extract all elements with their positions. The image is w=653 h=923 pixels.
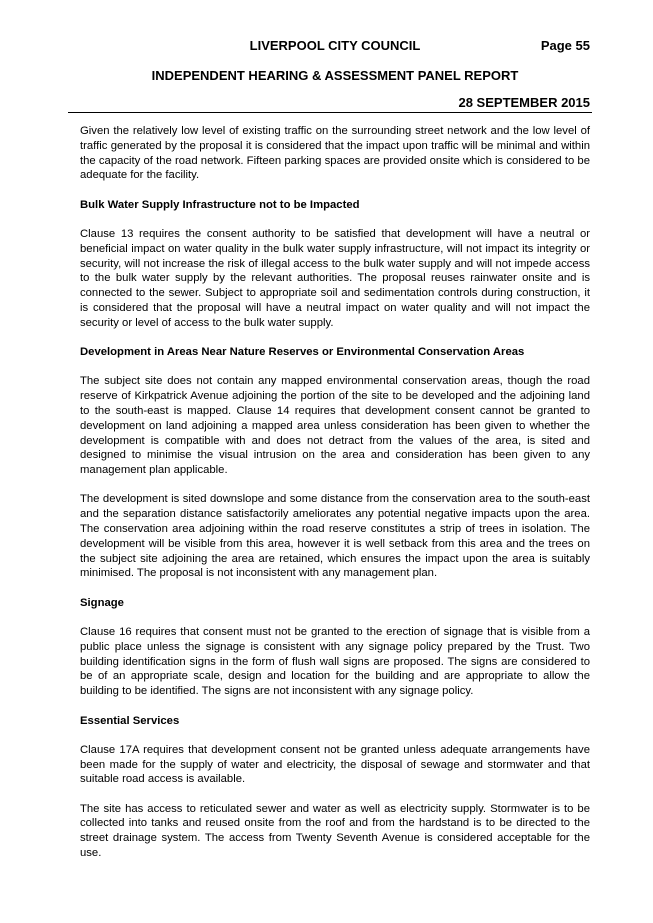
paragraph-essential-services-1: Clause 17A requires that development consent not be granted unless adequate arrangements have been made for the supply of water and electricity, the disposal of sewage and stormwater and that suitable road access is available. (80, 743, 590, 786)
paragraph-bulk-water: Clause 13 requires the consent authority to be satisfied that development will have a neutral or beneficial impact on water quality in the bulk water supply infrastructure, will not impact its integrity or security, will not increase the risk of illegal access to the bulk water supply and will not impede access to the bulk water supply by the relevant authorities. The proposal reuses rainwater onsite and is connected to the sewer. Subject to appropriate soil and sedimentation controls during construction, it is considered that the proposal will have a neutral impact on water quality and will not impact the security or level of access to the bulk water supply. (80, 227, 590, 329)
page-number: Page 55 (540, 38, 590, 53)
paragraph-nature-reserves-2: The development is sited downslope and some distance from the conservation area to the south-east and the separation distance satisfactorily ameliorates any potential negative impacts upon the area. The conservation area adjoining within the road reserve constitutes a strip of trees in isolation. The development will be visible from this area, however it is well setback from this area and the trees on the subject site adjoining the area are retained, which ensures the impact upon the area is suitably minimised. The proposal is not inconsistent with any management plan. (80, 493, 590, 580)
report-date: 28 SEPTEMBER 2015 (458, 95, 590, 110)
paragraph-traffic: Given the relatively low level of existing traffic on the surrounding street network and the low level of traffic generated by the proposal it is considered that the impact upon traffic will be minimal and within the capacity of the road network. Fifteen parking spaces are provided onsite which is considered to be adequate for the facility. (80, 125, 590, 182)
heading-bulk-water: Bulk Water Supply Infrastructure not to be Impacted (80, 198, 360, 211)
document-body (80, 124, 590, 875)
heading-signage: Signage (80, 596, 124, 609)
paragraph-nature-reserves-1: The subject site does not contain any mapped environmental conservation areas, though the road reserve of Kirkpatrick Avenue adjoining the portion of the site to be developed and the adjoining land to the south-east is mapped. Clause 14 requires that development consent cannot be granted to development on land adjoining a mapped area unless consideration has been given to whether the development is compatible with and does not detract from the values of the area, is sited and designed to minimise the visual intrusion on the area and consideration has been given to any management plan applicable. (80, 375, 590, 477)
paragraph-signage: Clause 16 requires that consent must not be granted to the erection of signage that is visible from a public place unless the signage is consistent with any signage policy prepared by the Trust. Two building identification signs in the form of flush wall signs are proposed. The signs are considered to be of an appropriate scale, design and location for the building and are appropriate to allow the building to be identified. The signs are not inconsistent with any signage policy. (80, 626, 590, 698)
heading-nature-reserves: Development in Areas Near Nature Reserves or Environmental Conservation Areas (80, 346, 525, 359)
council-name: LIVERPOOL CITY COUNCIL (249, 38, 421, 53)
report-title: INDEPENDENT HEARING & ASSESSMENT PANEL REPORT (151, 68, 519, 83)
header-divider (68, 112, 592, 113)
paragraph-essential-services-2: The site has access to reticulated sewer and water as well as electricity supply. Stormwater is to be collected into tanks and reused onsite from the roof and from the hardstand is to be directed to the street drainage system. The access from Twenty Seventh Avenue is considered acceptable for the use. (80, 802, 590, 860)
heading-essential-services: Essential Services (80, 714, 180, 727)
